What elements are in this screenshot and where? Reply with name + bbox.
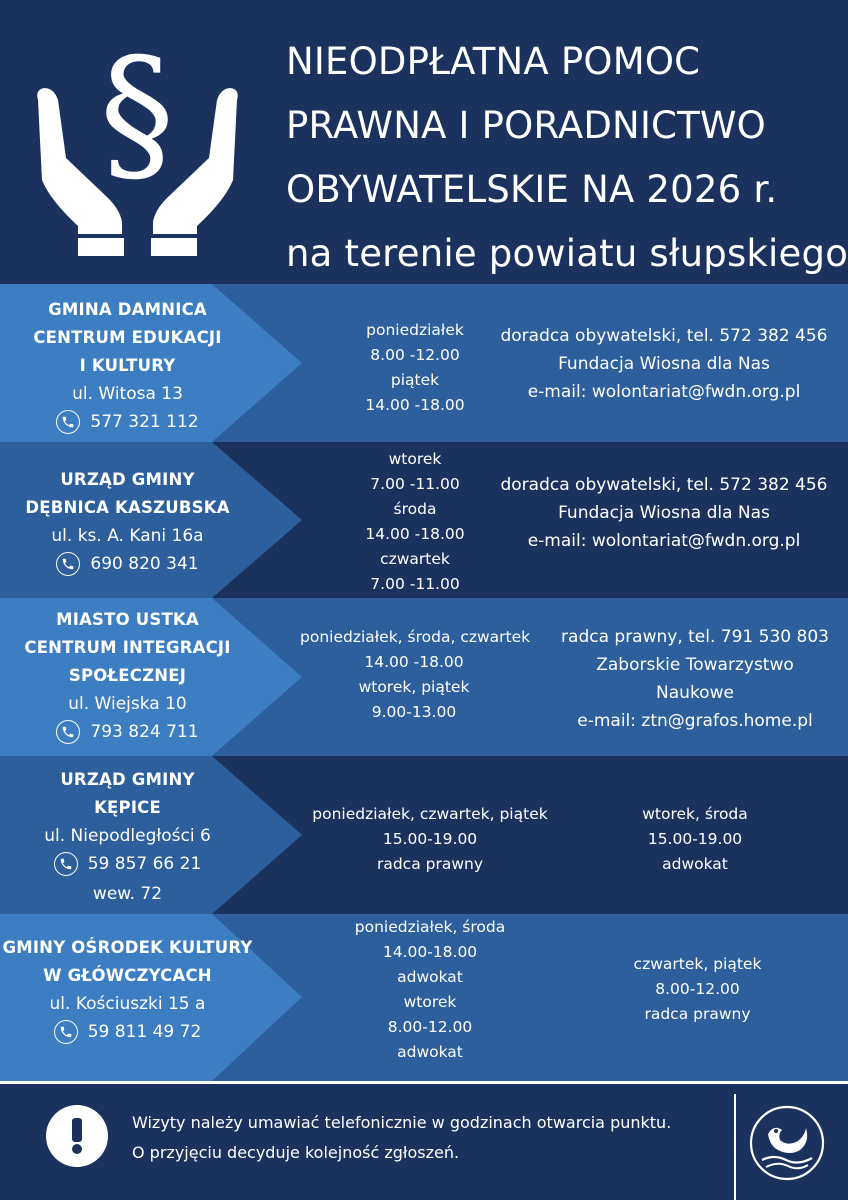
hours-line: 9.00-13.00 [371, 703, 457, 721]
location-address: ul. ks. A. Kani 16a [51, 526, 204, 546]
hours-line: 14.00 -18.00 [364, 653, 464, 671]
location-name-line: DĘBNICA KASZUBSKA [25, 498, 230, 517]
location-row-debnica [0, 442, 848, 598]
advisor-contact [550, 623, 840, 735]
hours-line: 14.00 -18.00 [365, 396, 465, 414]
phone-number: 793 824 711 [90, 722, 199, 742]
location-name-line: MIASTO USTKA [56, 610, 199, 629]
hours-line: czwartek [380, 550, 450, 568]
hours-line: środa [393, 500, 437, 518]
header [0, 0, 848, 284]
location-address: ul. Witosa 13 [72, 384, 183, 404]
opening-hours [345, 915, 515, 1065]
opening-hours-second [610, 952, 785, 1027]
phone-icon [54, 1020, 78, 1044]
page-title [286, 30, 848, 286]
title-line-1: NIEODPŁATNA POMOC [286, 40, 701, 83]
location-name-line: W GŁÓWCZYCACH [43, 966, 212, 985]
phone-number: 690 820 341 [90, 554, 199, 574]
hours-line: piątek [390, 371, 440, 389]
hours-line: 15.00-19.00 [382, 830, 478, 848]
contact-line: radca prawny, tel. 791 530 803 [561, 627, 829, 647]
location-phone [54, 1018, 202, 1046]
location-name-line: CENTRUM INTEGRACJI [24, 638, 231, 657]
footer-line: Wizyty należy umawiać telefonicznie w godzinach otwarcia punktu. [132, 1113, 672, 1132]
contact-line: doradca obywatelski, tel. 572 382 456 [500, 475, 828, 495]
location-info [0, 296, 255, 438]
hours-line: 7.00 -11.00 [370, 475, 460, 493]
hours-line: wtorek [403, 993, 457, 1011]
hours-line: czwartek, piątek [633, 955, 762, 973]
footer-notice [132, 1108, 671, 1168]
location-phone [56, 718, 198, 746]
paragraph-hands-icon [30, 30, 245, 265]
hours-line: 8.00-12.00 [655, 980, 740, 998]
contact-line: doradca obywatelski, tel. 572 382 456 [500, 326, 828, 346]
location-address: ul. Wiejska 10 [68, 694, 187, 714]
location-name-line: CENTRUM EDUKACJI [33, 328, 222, 347]
footer-separator [734, 1094, 736, 1200]
hours-line: radca prawny [644, 1005, 751, 1023]
location-phone [56, 550, 198, 578]
location-name-line: I KULTURY [79, 356, 176, 375]
phone-icon [56, 720, 80, 744]
hours-line: adwokat [662, 855, 728, 873]
location-address: ul. Niepodległości 6 [44, 826, 211, 846]
contact-line: Naukowe [656, 683, 734, 703]
contact-email[interactable]: e-mail: ztn@grafos.home.pl [577, 711, 813, 731]
contact-line: Zaborskie Towarzystwo [596, 655, 794, 675]
phone-number: 59 857 66 21 [87, 854, 202, 874]
footer-line: O przyjęciu decyduje kolejność zgłoszeń. [132, 1143, 460, 1162]
hours-line: 8.00-12.00 [387, 1018, 473, 1036]
contact-line: Fundacja Wiosna dla Nas [558, 503, 770, 523]
hours-line: adwokat [397, 1043, 463, 1061]
title-line-2: PRAWNA I PORADNICTWO [286, 104, 766, 147]
location-row-damnica [0, 284, 848, 442]
location-info [0, 766, 255, 908]
location-row-ustka [0, 598, 848, 756]
opening-hours [345, 447, 485, 597]
location-address: ul. Kościuszki 15 a [49, 994, 206, 1014]
hours-line: poniedziałek, środa [354, 918, 506, 936]
hours-line: 15.00-19.00 [647, 830, 743, 848]
phone-icon [54, 852, 78, 876]
hours-line: poniedziałek, środa, czwartek [300, 628, 531, 646]
contact-line: Fundacja Wiosna dla Nas [558, 354, 770, 374]
location-row-glowczyce [0, 914, 848, 1081]
phone-extension: wew. 72 [92, 884, 163, 904]
hours-line: 8.00 -12.00 [370, 346, 460, 364]
advisor-contact [498, 322, 830, 406]
phone-number: 577 321 112 [90, 412, 199, 432]
opening-hours [305, 802, 555, 877]
location-name-line: GMINA DAMNICA [48, 300, 207, 319]
hours-line: adwokat [397, 968, 463, 986]
contact-email[interactable]: e-mail: wolontariat@fwdn.org.pl [527, 382, 801, 402]
opening-hours [345, 318, 485, 418]
location-phone [54, 850, 202, 878]
phone-number: 59 811 49 72 [87, 1022, 202, 1042]
hours-line: wtorek, środa [642, 805, 748, 823]
location-phone [56, 408, 198, 436]
title-line-4: na terenie powiatu słupskiego [286, 232, 848, 275]
opening-hours [300, 625, 531, 725]
advisor-contact [498, 471, 830, 555]
hours-line: 7.00 -11.00 [370, 575, 460, 593]
footer [0, 1084, 848, 1200]
hours-line: 14.00 -18.00 [365, 525, 465, 543]
location-info [0, 934, 255, 1048]
location-name-line: SPOŁECZNEJ [68, 666, 187, 685]
hours-line: poniedziałek [366, 321, 464, 339]
location-name-line: URZĄD GMINY [60, 770, 195, 789]
powiat-emblem-icon [748, 1104, 826, 1182]
phone-icon [56, 552, 80, 576]
title-line-3: OBYWATELSKIE NA 2026 r. [286, 168, 778, 211]
phone-icon [56, 410, 80, 434]
location-name-line: KĘPICE [94, 798, 161, 817]
svg-text:§: § [99, 30, 175, 201]
hours-line: radca prawny [376, 855, 484, 873]
contact-email[interactable]: e-mail: wolontariat@fwdn.org.pl [527, 531, 801, 551]
location-name-line: GMINY OŚRODEK KULTURY [2, 938, 253, 957]
hours-line: 14.00-18.00 [382, 943, 478, 961]
hours-line: wtorek, piątek [358, 678, 470, 696]
exclamation-icon [46, 1105, 108, 1167]
location-name-line: URZĄD GMINY [60, 470, 195, 489]
hours-line: poniedziałek, czwartek, piątek [312, 805, 548, 823]
hours-line: wtorek [388, 450, 442, 468]
location-row-kepice [0, 756, 848, 914]
opening-hours-second [610, 802, 780, 877]
location-info [0, 606, 255, 748]
location-info [0, 466, 255, 580]
